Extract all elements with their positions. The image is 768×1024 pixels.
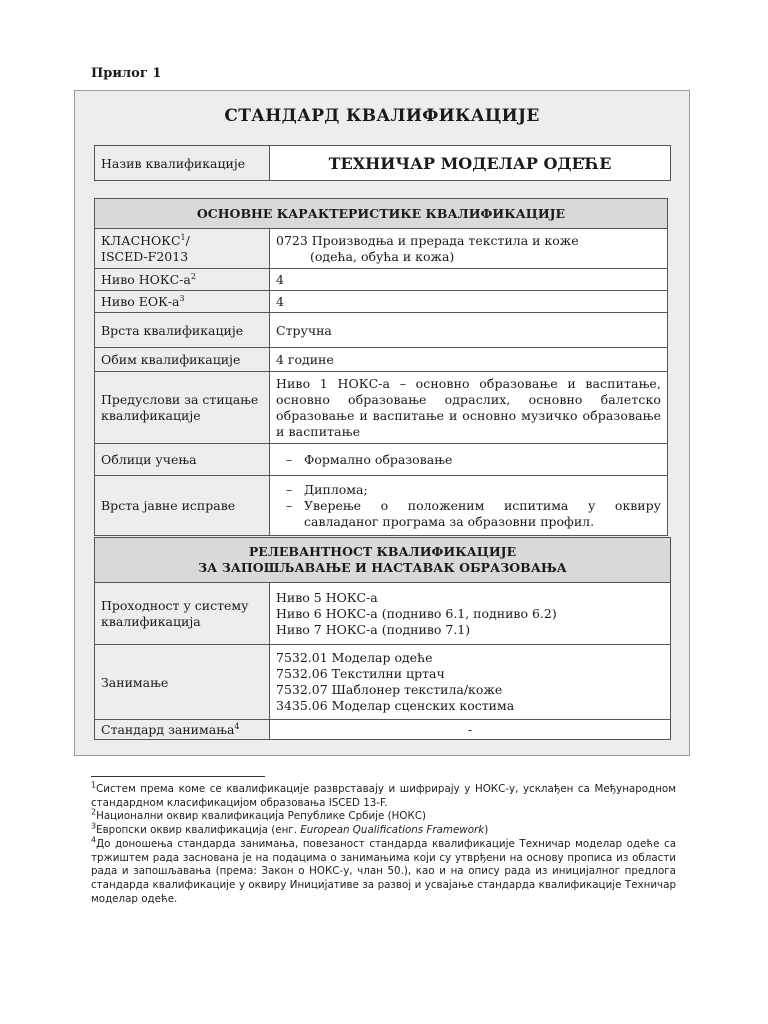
progression-label: Проходност у систему квалификација xyxy=(95,583,270,645)
public-document-value xyxy=(270,476,668,536)
footnote-3: $^3$Европски оквир квалификација (енг. European Qualifications Framework) xyxy=(91,821,489,837)
footnote-2: $^2$Национални оквир квалификација Републике Србије (НОКС) xyxy=(91,807,427,823)
noks-level-label: Ниво НОКС-$а^2$ xyxy=(95,269,270,291)
characteristics-table xyxy=(94,198,668,536)
occupation-value: 7532.01 Моделар одеће 7532.06 Текстилни цртач 7532.07 Шаблонер текстила/коже 3435.06 Моделар сценских костима xyxy=(270,645,671,720)
prerequisites-value: Ниво 1 НОКС-а – основно образовање и васпитање, основно образовање одраслих, основно балетско образовање и васпитање и основно музичко образовање и васпитање xyxy=(270,372,668,444)
footnotes xyxy=(91,780,676,906)
eok-level-label: Ниво ЕОК-$а^3$ xyxy=(95,291,270,313)
page-title: СТАНДАРД КВАЛИФИКАЦИЈЕ xyxy=(224,106,540,126)
eok-level-value: 4 xyxy=(270,291,668,313)
klasnoks-label: КЛАСНОКС$^1$/ ISCED-F2013 xyxy=(95,229,270,269)
occupation-standard-label: Стандард занимања$^4$ xyxy=(95,720,270,740)
qualification-name-label: Назив квалификације xyxy=(95,146,270,181)
footnote-1: $^1$Систем према коме се квалификације разврставају и шифрирају у НОКС-у, усклађен са Међународном стандардном класификацијом образовања ISCED 13-F. xyxy=(91,780,676,809)
qualification-scope-label: Обим квалификације xyxy=(95,348,270,372)
relevance-header: РЕЛЕВАНТНОСТ КВАЛИФИКАЦИЈЕ ЗА ЗАПОШЉАВАЊЕ И НАСТАВАК ОБРАЗОВАЊА xyxy=(95,538,671,583)
characteristics-header: ОСНОВНЕ КАРАКТЕРИСТИКЕ КВАЛИФИКАЦИЈЕ xyxy=(95,199,668,229)
learning-forms-label: Облици учења xyxy=(95,444,270,476)
qualification-name-value: ТЕХНИЧАР МОДЕЛАР ОДЕЋЕ xyxy=(270,146,671,181)
noks-level-value: 4 xyxy=(270,269,668,291)
klasnoks-value: 0723 Производња и прерада текстила и коже (одећа, обућа и кожа) xyxy=(270,229,668,269)
list-item: – Диплома; xyxy=(286,481,368,497)
relevance-table xyxy=(94,537,671,740)
occupation-label: Занимање xyxy=(95,645,270,720)
progression-value: Ниво 5 НОКС-а Ниво 6 НОКС-а (подниво 6.1, подниво 6.2) Ниво 7 НОКС-а (подниво 7.1) xyxy=(270,583,671,645)
footnote-separator xyxy=(91,776,265,777)
public-document-label: Врста јавне исправе xyxy=(95,476,270,536)
list-item: – Формално образовање xyxy=(286,452,453,467)
qualification-type-label: Врста квалификације xyxy=(95,313,270,348)
qualification-scope-value: 4 године xyxy=(270,348,668,372)
annex-label: Прилог 1 xyxy=(91,66,162,81)
list-item: – Уверење о положеним испитима у оквиру савладаног програма за образовни профил. xyxy=(286,497,661,529)
learning-forms-value xyxy=(270,444,668,476)
qualification-name-table xyxy=(94,145,671,181)
footnote-4: $^4$До доношења стандарда занимања, повезаност стандарда квалификације Техничар моделар одеће са тржиштем рада заснована је на подацима о занимањима који су утврђени на основу прописа из области рада и запошљавања (према: Закон о НОКС-у, члан 50.), као и на опису рада из иницијалног предлога стандарда квалификације у оквиру Иницијативе за развој и усвајање стандарда квалификације Техничар моделар одеће. xyxy=(91,835,676,905)
occupation-standard-value: - xyxy=(270,720,671,740)
qualification-type-value: Стручна xyxy=(270,313,668,348)
prerequisites-label: Предуслови за стицање квалификације xyxy=(95,372,270,444)
